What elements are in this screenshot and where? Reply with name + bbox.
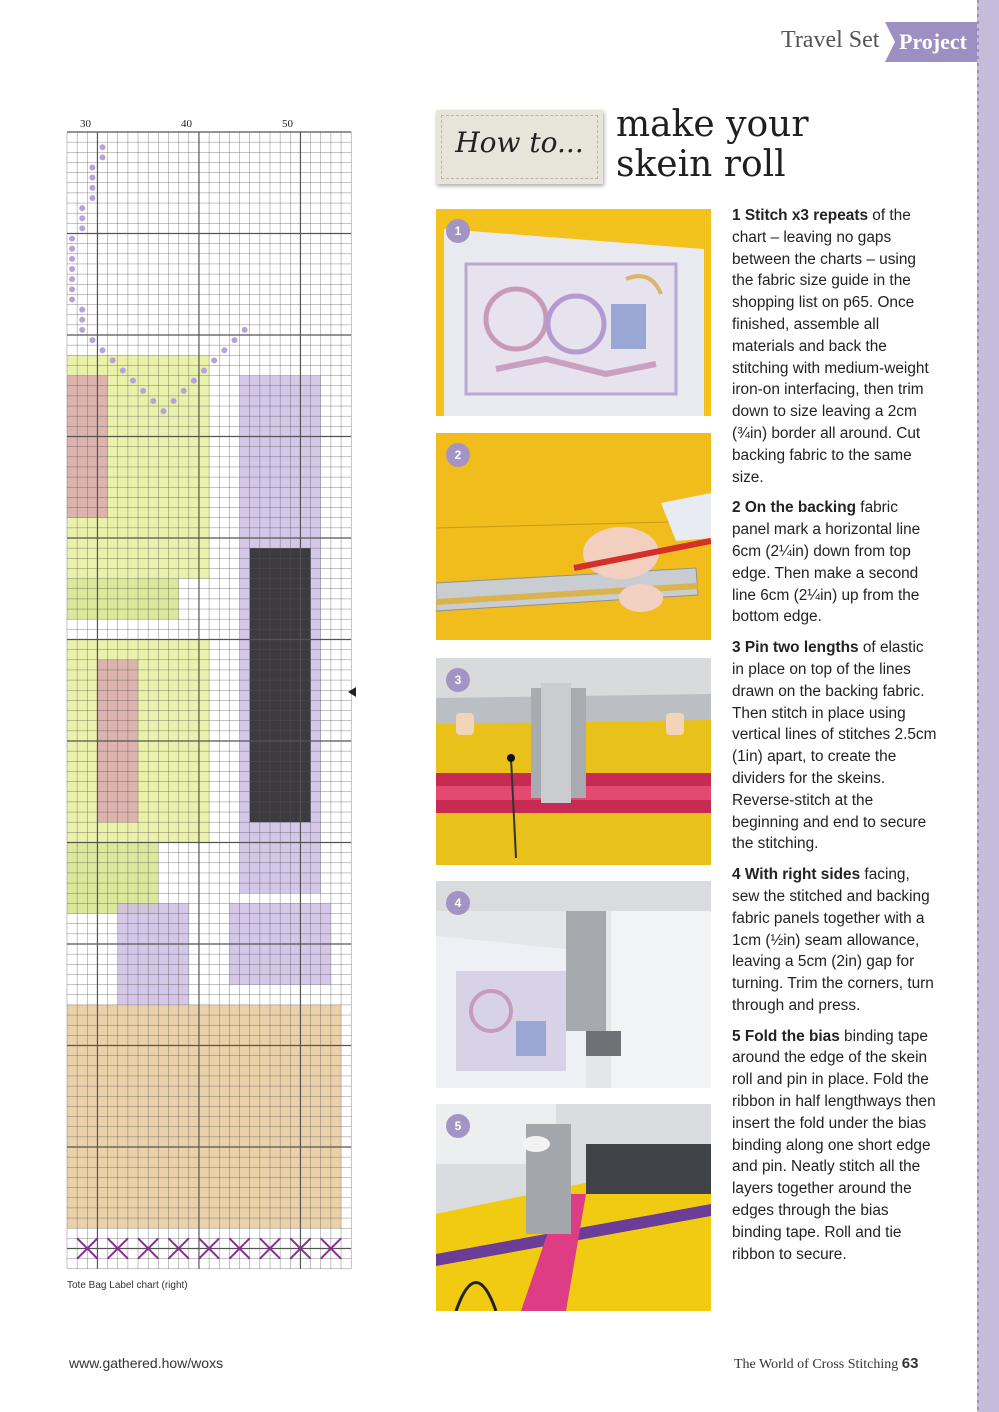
step-3-body: of elastic in place on top of the lines drawn on the backing fabric. Then stitch in place using vertical lines of stitches 2.5cm (1in) apart, to create the dividers for the skeins. Reverse-stitch at the beginning and end to secure the stitching. (732, 639, 937, 853)
stitch-loop-dot (79, 327, 85, 333)
stitch-loop-dot (69, 286, 75, 292)
stitch-loop-dot (79, 205, 85, 211)
how-to-text: How to... (455, 126, 584, 159)
step-3 (732, 637, 937, 855)
how-to-label (436, 110, 603, 184)
instructions (732, 205, 937, 1274)
step-2-lead: 2 On the backing (732, 499, 857, 517)
section-tag: Project (885, 22, 977, 62)
chart-grid (67, 132, 351, 1269)
step-badge-1: 1 (446, 219, 470, 243)
stitch-loop-dot (100, 144, 106, 150)
title-line-2: skein roll (616, 144, 786, 185)
stitch-loop-dot (110, 357, 116, 363)
step-2-body: fabric panel mark a horizontal line 6cm (2¼in) down from top edge. Then make a second line 6cm (2¼in) up from the bottom edge. (732, 499, 921, 626)
stitch-loop-dot (242, 327, 248, 333)
step-badge-2: 2 (446, 443, 470, 467)
step-1-lead: 1 Stitch x3 repeats (732, 207, 869, 224)
step-badge-4: 4 (446, 891, 470, 915)
stitch-loop-dot (89, 165, 95, 171)
step-photo-5 (436, 1104, 711, 1311)
step-5 (732, 1026, 937, 1266)
stitch-loop-dot (221, 347, 227, 353)
page-edge-strip (977, 0, 999, 1412)
stitch-loop-dot (160, 408, 166, 414)
step-photo-1 (436, 209, 711, 416)
section-title: Travel Set (781, 27, 880, 53)
chart-caption: Tote Bag Label chart (right) (67, 1280, 188, 1291)
step-5-lead: 5 Fold the bias (732, 1027, 840, 1045)
step-1 (732, 205, 937, 488)
step-1-body: of the chart – leaving no gaps between the charts – using the fabric size guide in the shopping list on p65. Once finished, assemble all materials and back the stitching with medium-weight iron-on interfacing, then trim down to size leaving a 2cm (¾in) border all around. Cut backing fabric to the same size. (732, 207, 929, 486)
step-4 (732, 864, 937, 1017)
column-number-40: 40 (181, 118, 192, 130)
stitch-loop-dot (140, 388, 146, 394)
page-number: 63 (901, 1355, 919, 1372)
stitch-loop-dot (79, 317, 85, 323)
step-3-lead: 3 Pin two lengths (732, 639, 859, 657)
cross-stitch-chart (60, 110, 360, 1270)
stitch-loop-dot (150, 398, 156, 404)
stitch-loop-dot (79, 215, 85, 221)
stitch-loop-dot (171, 398, 177, 404)
stitch-loop-dot (79, 307, 85, 313)
title-line-1: make your (616, 104, 809, 145)
footer-url: www.gathered.how/woxs (69, 1355, 224, 1371)
stitch-loop-dot (120, 368, 126, 374)
stitch-loop-dot (69, 276, 75, 282)
stitch-loop-dot (89, 337, 95, 343)
stitch-loop-dot (130, 378, 136, 384)
footer-magazine (734, 1355, 918, 1373)
stitch-loop-dot (100, 154, 106, 160)
stitch-loop-dot (69, 266, 75, 272)
step-badge-5: 5 (446, 1114, 470, 1138)
stitch-loop-dot (201, 368, 207, 374)
step-photo-4 (436, 881, 711, 1088)
stitch-loop-dot (181, 388, 187, 394)
step-photo-2 (436, 433, 711, 640)
column-number-30: 30 (80, 118, 91, 130)
stitch-loop-dot (89, 185, 95, 191)
step-badge-3: 3 (446, 668, 470, 692)
stitch-block-5 (67, 843, 158, 914)
step-2 (732, 497, 937, 628)
step-5-body: binding tape around the edge of the skein roll and pin in place. Fold the ribbon in half lengthways then insert the fold under the bias binding along one short edge and pin. Neatly stitch all the layers together around the edges through the bias binding tape. Roll and tie ribbon to secure. (732, 1027, 936, 1263)
stitch-loop-dot (69, 246, 75, 252)
stitch-loop-dot (89, 175, 95, 181)
stitch-loop-dot (69, 296, 75, 302)
stitch-loop-dot (79, 225, 85, 231)
stitch-loop-dot (69, 236, 75, 242)
center-arrow-icon (348, 687, 356, 697)
step-4-body: facing, sew the stitched and backing fabric panels together with a 1cm (½in) seam allowance, leaving a 5cm (2in) gap for turning. Trim the corners, turn through and press. (732, 866, 934, 1014)
stitch-loop-dot (100, 347, 106, 353)
stitch-loop-dot (191, 378, 197, 384)
stitch-loop-dot (211, 357, 217, 363)
step-4-lead: 4 With right sides (732, 866, 861, 884)
footer-magazine-name: The World of Cross Stitching (734, 1357, 899, 1372)
step-photo-3 (436, 658, 711, 865)
column-number-50: 50 (282, 118, 293, 130)
stitch-loop-dot (231, 337, 237, 343)
stitch-loop-dot (89, 195, 95, 201)
stitch-loop-dot (69, 256, 75, 262)
